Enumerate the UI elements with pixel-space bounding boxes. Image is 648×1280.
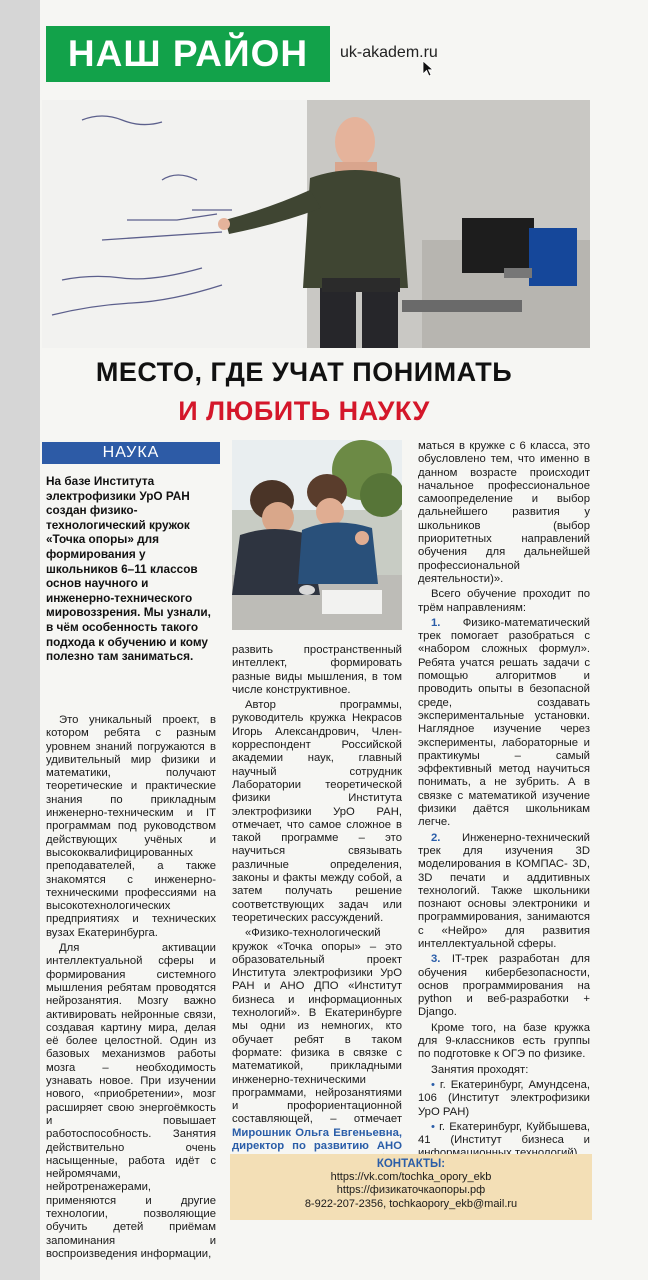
quote-paragraph [232,927,402,1180]
list-text: IT-трек разработан для обучения кибербезопасности, основ программирования на python и веб-разработки + Django. [418,953,590,1019]
article-paragraph: Кроме того, на базе кружка для 9-классников есть группы по подготовке к ОГЭ по физике. [418,1021,590,1061]
address-text: г. Екатеринбург, Куйбышева, 41 (Институт бизнеса и [418,1120,590,1147]
article-paragraph: Это уникальный проект, в котором ребята с разным уровнем знаний погружаются в удивительный мир физики и математики, получают теоретические и практические знания по прикладным инженерно-техническим и IT программам под руководством действующих учёных и высококвалифицированных преподавателей, а также знакомятся с инженерно-техническими профессиями на высокотехнологических предприятиях и технических вузах Екатеринбурга. [46,714,216,939]
site-url[interactable]: uk-akadem.ru [340,44,438,61]
article-column-1 [46,714,216,1263]
masthead-title: НАШ РАЙОН [46,26,330,82]
address-text: г. Екатеринбург, Амундсена, 106 (Институт электрофизики УрО РАН) [418,1078,591,1118]
address-item [418,1079,590,1119]
quote-author: Мирошник Ольга Евгеньевна, директор по развитию АНО [232,1126,402,1152]
list-item [418,617,590,830]
mouse-pointer-icon [422,60,436,78]
article-column-3 [418,440,590,1163]
list-text: Инженерно-технический трек для изучения 3D моделирования в КОМПАС- 3D, 3D печати и аддитивных технологий. Также школьники познают основы электроники и программирования, занимаются с «Нейро» для развития интеллектуальной сферы. [418,831,590,950]
contact-vk-link[interactable]: https://vk.com/tochka_opory_ekb [330,1171,492,1184]
article-column-2 [232,644,402,1182]
article-paragraph: Для активации интеллектуальной сферы и формирования системного мышления ребятам проводятся нейрозанятия. Мозгу важно активировать нейронные связи, создавая картину мира, делая её более целостной. Один из базовых механизмов работы мозга – необходимость узнавать новое. При изучении нового, «приобретении», мозг расширяет свою энергоёмкость и повышает работоспособность. Занятия действительно очень насыщенные, работа идёт с нейромячами, нейротренажерами, применяются и другие технологии, позволяющие обучить детей приёмам запоминания и воспроизведения информации, [46,942,216,1260]
article-paragraph: Автор программы, руководитель кружка Некрасов Игорь Александрович, Член-корреспондент Российской академии наук, главный научный сотрудник Лаборатории теоретической физики Института электрофизики УрО РАН, отмечает, что самое сложное в такой программе – это научиться связывать различные определения, законы и факты между собой, а затем получать решение соответствующих задач или теоретических рассуждений. [232,699,402,924]
quote-text: «Физико-технологический кружок «Точка опоры» – это образовательный проект Института электрофизики УрО РАН и АНО ДПО «Институт бизнеса и информационных технологий». В Екатеринбурге мы одни из немногих, кто обучает ребят в таком формате: физика в связке с математикой, прикладными инженерно-техническими программами, нейрозанятиями и профориентационной составляющей, – отмечает [232,927,402,1126]
list-number: 3. [431,953,441,966]
article-paragraph: Занятия проходят: [431,1063,529,1076]
contacts-box [230,1154,592,1220]
article-paragraph: Всего обучение проходит по трём направлениям: [418,588,590,614]
list-number: 2. [431,831,441,844]
contact-phone-email[interactable]: 8-922-207-2356, tochkaopory_ekb@mail.ru [304,1197,518,1210]
bullet-icon: • [431,1120,435,1133]
headline-line-1: МЕСТО, ГДЕ УЧАТ ПОНИМАТЬ [95,357,513,387]
bullet-icon: • [431,1078,435,1091]
list-item [418,832,590,952]
headline-line-2: И ЛЮБИТЬ НАУКУ [178,396,430,426]
list-text: Физико-математический трек помогает разобраться с «набором сложных формул». Ребята учатся решать задачи с помощью алгоритмов и проводить опыты в безопасной среде, создавать экспериментальные установки. Наглядное изучение через эксперименты, лабораторные и практикумы – самый эффективный метод научиться понимать, а не зубрить. А в связке с математикой изучение физики даётся школьникам легче. [418,616,590,829]
contacts-title: КОНТАКТЫ: [376,1158,446,1170]
list-item [418,953,590,1019]
lead-paragraph: На базе Института электрофизики УрО РАН создан физико-технологический кружок «Точка опоры» для формирования у школьников 6–11 классов основ научного и инженерно-технического мировоззрения. Мы узнали, в чём особенность такого подхода к обучению и кому полезно там заниматься. [46,474,211,664]
article-paragraph: маться в кружке с 6 класса, это обусловлено тем, что именно в данном возрасте происходит начальное профессиональное самоопределение и выбор дальнейшего развития у школьников (выбор приоритетных направлений обучения для дальнейшей профессиональной деятельности)». [418,440,590,585]
article-paragraph: развить пространственный интеллект, формировать разные виды мышления, в том числе конструктивное. [232,644,402,696]
list-number: 1. [431,616,441,629]
contact-site-link[interactable]: https://физикаточкаопоры.рф [336,1184,486,1197]
rubric-label: НАУКА [42,442,220,464]
teacher-whiteboard-photo [42,100,590,348]
students-photo [232,440,402,630]
